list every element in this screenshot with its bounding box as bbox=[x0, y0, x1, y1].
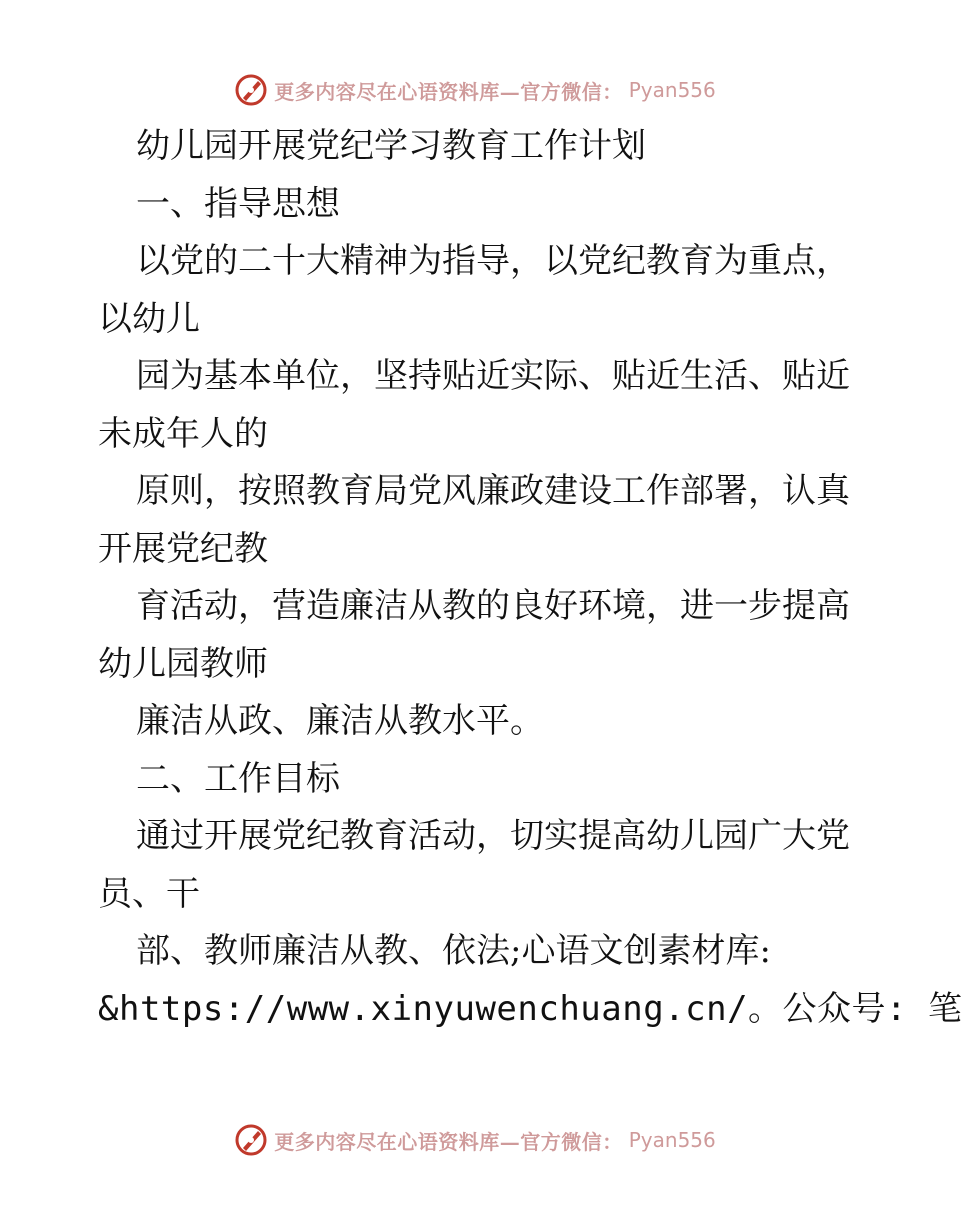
document-title: 幼儿园开展党纪学习教育工作计划 bbox=[136, 126, 646, 166]
url-line: &https://www.xinyuwenchuang.cn/。公众号: 笔 bbox=[98, 988, 963, 1029]
paragraph-line: 幼儿园教师 bbox=[98, 643, 268, 684]
footer-watermark-banner bbox=[0, 1120, 950, 1160]
paragraph-line: 廉洁从政、廉洁从教水平。 bbox=[136, 701, 544, 741]
paragraph-line: 部、教师廉洁从教、依法;心语文创素材库: bbox=[136, 931, 771, 971]
section-heading: 二、工作目标 bbox=[136, 758, 340, 799]
pen-logo-icon bbox=[234, 73, 268, 107]
pen-logo-icon bbox=[234, 1123, 268, 1157]
paragraph-line: 开展党纪教 bbox=[98, 528, 268, 569]
header-watermark-banner bbox=[0, 70, 950, 110]
paragraph-line: 以党的二十大精神为指导，以党纪教育为重点， bbox=[136, 241, 850, 281]
section-heading: 一、指导思想 bbox=[136, 183, 340, 224]
paragraph-line: 以幼儿 bbox=[98, 298, 200, 339]
paragraph-line: 未成年人的 bbox=[98, 413, 268, 454]
watermark-text: 更多内容尽在心语资料库—官方微信： bbox=[274, 79, 623, 104]
paragraph-line: 通过开展党纪教育活动，切实提高幼儿园广大党 bbox=[136, 816, 850, 856]
watermark-text: 更多内容尽在心语资料库—官方微信： bbox=[274, 1129, 623, 1154]
paragraph-line: 育活动，营造廉洁从教的良好环境，进一步提高 bbox=[136, 586, 850, 626]
paragraph-line: 原则，按照教育局党风廉政建设工作部署，认真 bbox=[136, 471, 850, 511]
watermark-wechat-id: Pyan556 bbox=[628, 78, 716, 102]
watermark-wechat-id: Pyan556 bbox=[628, 1128, 716, 1152]
document-body bbox=[98, 118, 963, 1038]
paragraph-line: 员、干 bbox=[98, 873, 200, 914]
paragraph-line: 园为基本单位，坚持贴近实际、贴近生活、贴近 bbox=[136, 356, 850, 396]
